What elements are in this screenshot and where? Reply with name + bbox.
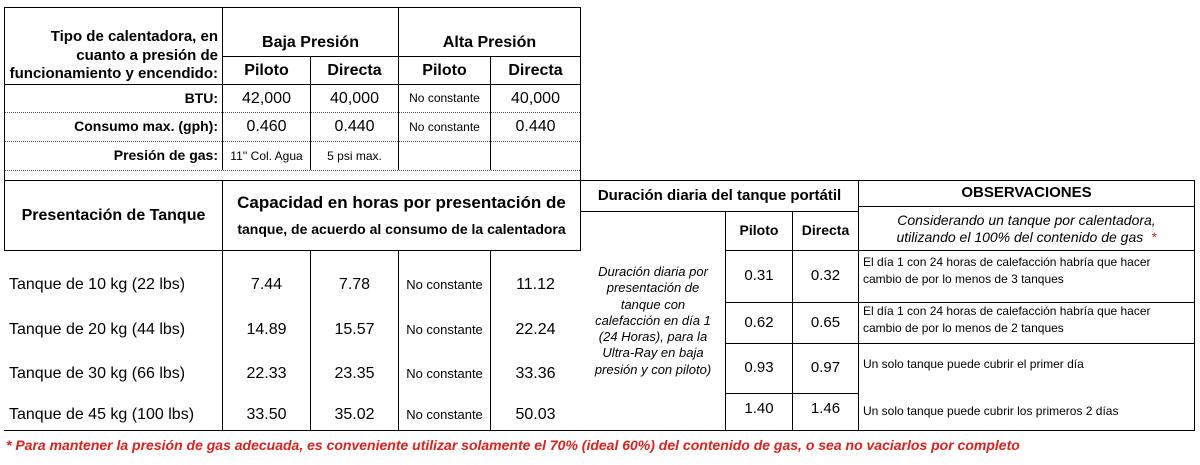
obs-10kg — [859, 251, 1194, 285]
observaciones-subheader — [859, 208, 1194, 250]
type-label — [5, 8, 222, 84]
obs-20kg — [859, 303, 1194, 343]
btu-label: BTU: — [184, 89, 218, 106]
cap-30-baja-piloto: 22.33 — [246, 365, 287, 382]
cap-20-baja-directa: 15.57 — [334, 321, 375, 338]
dur-45-directa: 1.46 — [810, 399, 841, 417]
cap-10-alta-directa: 11.12 — [516, 276, 555, 293]
col-alta-piloto: Piloto — [422, 61, 467, 79]
cap-45-baja-directa: 35.02 — [334, 406, 375, 423]
cap-10-baja-directa: 7.78 — [338, 276, 371, 293]
footnote: * Para mantener la presión de gas adecuada, es conveniente utilizar solamente el 70% (ideal 60%) del contenido de gas, o sea no vaciarlos por completo — [6, 437, 1020, 454]
col-baja-piloto: Piloto — [244, 61, 289, 79]
consumo-alta-piloto: No constante — [409, 119, 480, 134]
cap-45-baja-piloto: 33.50 — [246, 406, 287, 423]
duration-col-piloto: Piloto — [739, 222, 779, 239]
tank-10kg: Tanque de 10 kg (22 lbs) — [9, 276, 186, 293]
capacity-header-line-2: tanque, de acuerdo al consumo de la calentadora — [237, 221, 566, 238]
observaciones-header: OBSERVACIONES — [961, 184, 1092, 202]
presion-baja-directa: 5 psi max. — [327, 148, 382, 163]
type-label-line-1: Tipo de calentadora, en — [50, 27, 218, 45]
dur-20-directa: 0.65 — [810, 313, 841, 331]
duration-description: Duración diaria por presentación de tanque con calefacción en día 1 (24 Horas), para la Ultra-Ray en baja presión y con piloto) — [594, 264, 712, 377]
cap-10-alta-piloto: No constante — [406, 276, 483, 292]
dur-10-piloto: 0.31 — [744, 267, 774, 285]
obs-30kg: Un solo tanque puede cubrir el primer día — [863, 356, 1084, 371]
dur-10-directa: 0.32 — [810, 267, 841, 285]
btu-baja-piloto: 42,000 — [242, 89, 291, 107]
capacity-header-line-1: Capacidad en horas por presentación de — [237, 193, 566, 213]
obs-10kg-line-1: El día 1 con 24 horas de calefacción habría que hacer — [863, 255, 1151, 269]
tank-30kg: Tanque de 30 kg (66 lbs) — [9, 365, 186, 382]
consumo-label: Consumo max. (gph): — [74, 118, 218, 135]
cap-20-alta-directa: 22.24 — [515, 321, 556, 338]
obs-45kg: Un solo tanque puede cubrir los primeros 2 días — [863, 403, 1119, 418]
cap-20-alta-piloto: No constante — [406, 321, 483, 337]
alta-presion-header: Alta Presión — [442, 34, 537, 51]
cap-45-alta-piloto: No constante — [406, 406, 483, 422]
dur-20-piloto: 0.62 — [744, 313, 774, 331]
cap-30-alta-directa: 33.36 — [515, 365, 556, 382]
consumo-baja-piloto: 0.460 — [246, 118, 287, 135]
presion-label: Presión de gas: — [113, 147, 218, 164]
type-label-line-2: cuanto a presión de — [76, 46, 218, 64]
btu-baja-directa: 40,000 — [330, 89, 379, 107]
baja-presion-header: Baja Presión — [262, 34, 359, 51]
consumo-baja-directa: 0.440 — [334, 118, 375, 135]
tank-20kg: Tanque de 20 kg (44 lbs) — [9, 321, 186, 338]
duration-header: Duración diaria del tanque portátil — [597, 186, 842, 204]
dur-30-directa: 0.97 — [810, 359, 841, 377]
obs-10kg-line-2: cambio de por lo menos de 3 tanques — [863, 272, 1064, 287]
tank-45kg: Tanque de 45 kg (100 lbs) — [9, 406, 195, 423]
cap-30-alta-piloto: No constante — [406, 365, 483, 381]
obs-20kg-line-2: cambio de por lo menos de 2 tanques — [863, 321, 1064, 336]
type-label-line-3: funcionamiento y encendido: — [9, 65, 218, 83]
cap-10-baja-piloto: 7.44 — [250, 276, 283, 293]
consumo-alta-directa: 0.440 — [515, 118, 556, 135]
observaciones-sub-line-2 — [897, 229, 1157, 247]
dur-30-piloto: 0.93 — [744, 359, 774, 377]
observaciones-star: * — [1151, 229, 1157, 245]
col-alta-directa: Directa — [508, 61, 563, 79]
duration-col-directa: Directa — [801, 222, 850, 239]
presion-baja-piloto: 11'' Col. Agua — [230, 148, 303, 163]
observaciones-sub-line-2-text: utilizando el 100% del contenido de gas — [896, 229, 1144, 245]
cap-30-baja-directa: 23.35 — [334, 365, 375, 382]
obs-20kg-line-1: El día 1 con 24 horas de calefacción habría que hacer — [863, 304, 1151, 318]
btu-alta-piloto: No constante — [409, 91, 480, 105]
btu-alta-directa: 40,000 — [511, 89, 560, 107]
tank-header: Presentación de Tanque — [21, 206, 206, 224]
cap-20-baja-piloto: 14.89 — [246, 321, 287, 338]
cap-45-alta-directa: 50.03 — [515, 406, 556, 423]
observaciones-sub-line-1: Considerando un tanque por calentadora, — [897, 211, 1156, 228]
col-baja-directa: Directa — [327, 61, 382, 79]
dur-45-piloto: 1.40 — [744, 399, 774, 417]
